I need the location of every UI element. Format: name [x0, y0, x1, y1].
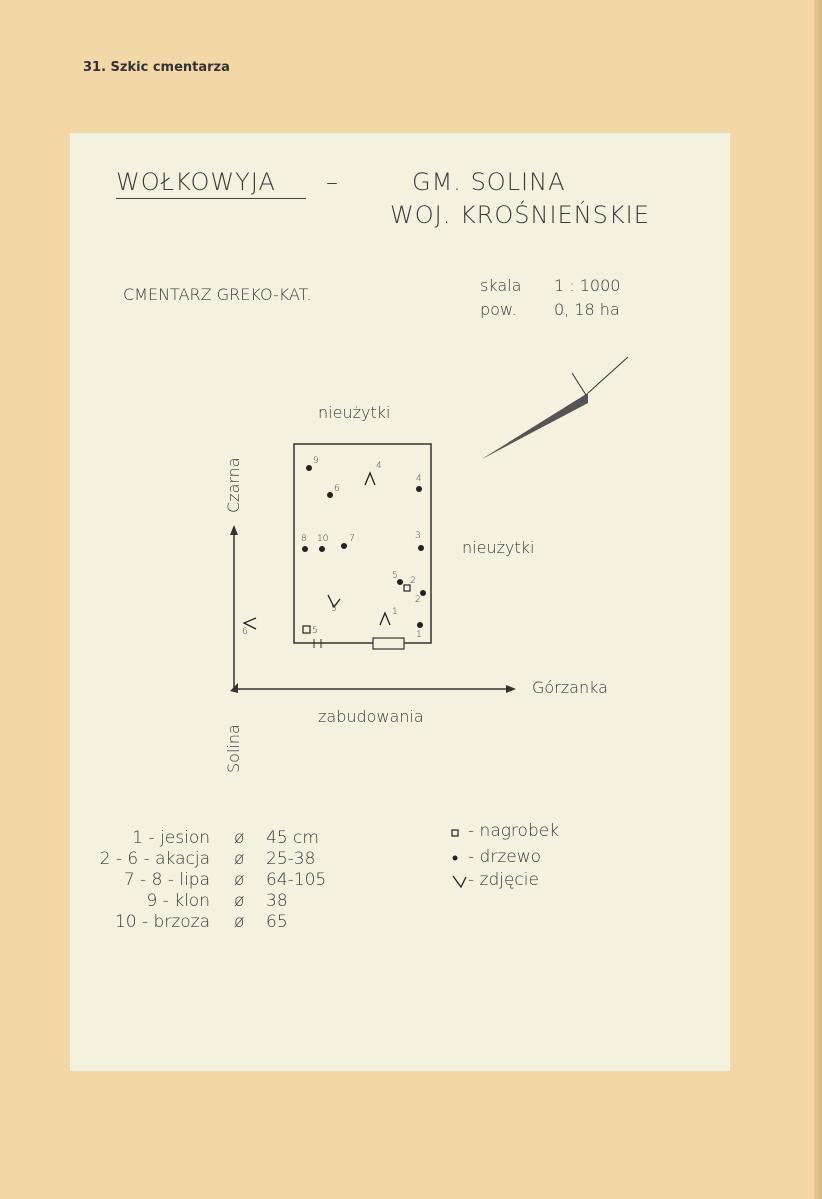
- label-9: 9: [313, 456, 319, 466]
- tree-8-dot: [302, 546, 308, 552]
- label-7: 7: [349, 534, 355, 544]
- legend-tree-4: 9 - klon: [146, 891, 210, 911]
- tree-6-dot: [327, 492, 333, 498]
- legend-tree-2-sym: ø: [234, 849, 245, 869]
- west-road-label: Czarna: [224, 457, 243, 513]
- legend-tree-4-dim: 38: [266, 891, 288, 911]
- label-photo-1: 1: [392, 607, 398, 617]
- commune-name: GM. SOLINA: [412, 168, 566, 196]
- tree-5-dot: [397, 579, 403, 585]
- label-photo-4: 4: [376, 461, 382, 471]
- label-6: 6: [334, 484, 340, 494]
- cemetery-type: CMENTARZ GREKO-KAT.: [123, 285, 312, 304]
- legend-tree-5-sym: ø: [234, 912, 245, 932]
- grave-square-5: [303, 626, 310, 633]
- legend-tree-5-dim: 65: [266, 912, 288, 932]
- label-2b: 2: [415, 595, 421, 605]
- east-road-label: Górzanka: [532, 678, 608, 697]
- north-arrow-icon: [482, 357, 628, 459]
- legend-tree-3: 7 - 8 - lipa: [123, 870, 210, 890]
- label-photo-6: 6: [242, 627, 248, 637]
- legend-tree-5: 10 - brzoza: [114, 912, 210, 932]
- label-grave-5: 5: [312, 626, 318, 636]
- tree-1-dot: [417, 622, 423, 628]
- north-label: nieużytki: [318, 403, 391, 422]
- south-label: zabudowania: [318, 707, 424, 726]
- cemetery-boundary: [294, 444, 431, 643]
- tree-2-dot: [420, 590, 426, 596]
- legend-tree-4-sym: ø: [234, 891, 245, 911]
- label-2a: 2: [410, 576, 416, 586]
- tree-9-dot: [306, 465, 312, 471]
- sketch-sheet: [70, 133, 730, 1071]
- scale-label: skala: [480, 276, 522, 295]
- legend-tree-1-sym: ø: [234, 828, 245, 848]
- voivodeship-name: WOJ. KROŚNIEŃSKIE: [390, 201, 650, 229]
- photo-1-mark: [380, 613, 390, 625]
- tree-4-dot: [416, 486, 422, 492]
- tree-7-dot: [341, 543, 347, 549]
- east-label: nieużytki: [462, 538, 535, 557]
- legend-tree-3-dim: 64-105: [266, 870, 327, 890]
- page-caption: 31. Szkic cmentarza: [83, 60, 230, 75]
- legend-tree-label: - drzewo: [468, 847, 542, 867]
- area-label: pow.: [480, 300, 517, 319]
- page-edge: [814, 0, 822, 1199]
- legend-tree-1-dim: 45 cm: [266, 828, 319, 848]
- tree-10-dot: [319, 546, 325, 552]
- title-dash: –: [326, 168, 339, 196]
- legend-tree-3-sym: ø: [234, 870, 245, 890]
- legend-photo-label: - zdjęcie: [468, 870, 539, 890]
- legend-tree-2: 2 - 6 - akacja: [99, 849, 210, 869]
- label-4: 4: [416, 474, 422, 484]
- label-1: 1: [416, 630, 422, 640]
- label-10: 10: [317, 534, 329, 544]
- tree-3-dot: [418, 545, 424, 551]
- legend-tree-1: 1 - jesion: [132, 828, 210, 848]
- legend-dot-icon: [453, 856, 458, 861]
- label-3: 3: [415, 531, 421, 541]
- village-name: WOŁKOWYJA: [116, 168, 276, 196]
- label-5: 5: [392, 571, 398, 581]
- area-value: 0, 18 ha: [554, 300, 620, 319]
- southwest-road-label: Solina: [224, 724, 243, 773]
- photo-4-mark: [365, 473, 375, 485]
- legend-grave-label: - nagrobek: [468, 821, 560, 841]
- legend-square-icon: [452, 830, 458, 836]
- gate: [373, 638, 404, 649]
- label-photo-5: 5: [331, 604, 337, 614]
- scale-value: 1 : 1000: [554, 276, 621, 295]
- legend-photo-icon: [453, 876, 466, 887]
- legend-tree-2-dim: 25-38: [266, 849, 316, 869]
- label-8: 8: [301, 534, 307, 544]
